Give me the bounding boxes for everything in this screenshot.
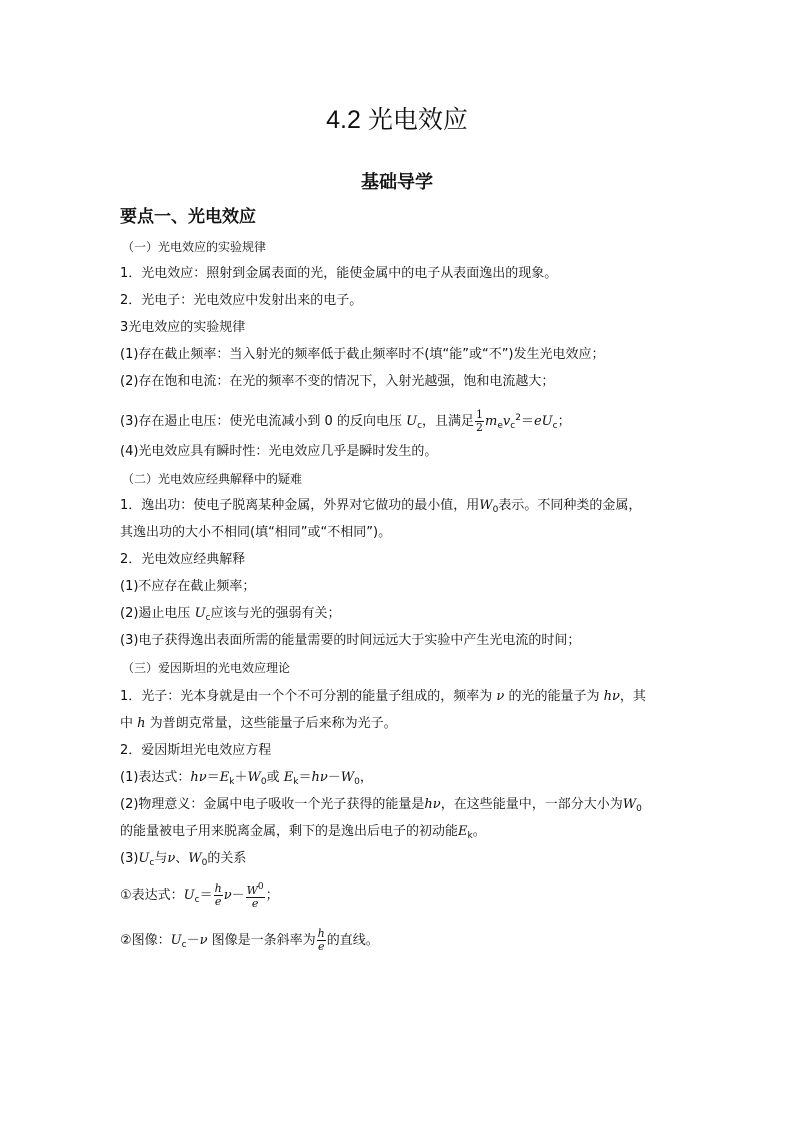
fraction-h-over-e: $\frac{h}{e}$ [214, 882, 222, 908]
part3-e1: (1)表达式：$h\nu=E_k+W_0$或 $E_k=h\nu-W_0$， [120, 770, 373, 787]
part1-rule1: (1)存在截止频率：当入射光的频率低于截止频率时不(填“能”或“不”)发生光电效应； [120, 347, 605, 362]
part1-heading: （一）光电效应的实验规律 [122, 240, 267, 254]
part2-c3: (3)电子获得逸出表面所需的能量需要的时间远远大于实验中产生光电流的时间； [120, 633, 581, 648]
part1-item3: 3光电效应的实验规律 [120, 320, 246, 335]
part2-item2: 2．光电效应经典解释 [120, 552, 246, 567]
part3-heading: （三）爱因斯坦的光电效应理论 [122, 661, 291, 675]
part1-item2: 2．光电子：光电效应中发射出来的电子。 [120, 293, 363, 308]
part3-item1: 1．光子：光本身就是由一个个不可分割的能量子组成的，频率为 ν 的光的能量子为 hν，其 [120, 689, 646, 704]
part1-rule4: (4)光电效应具有瞬时性：光电效应几乎是瞬时发生的。 [120, 444, 438, 459]
part3-f2: ②图像：$U_c-\nu$ 图像是一条斜率为 $\frac{h}{e}$ 的直线。 [120, 927, 379, 953]
part2-heading: （二）光电效应经典解释中的疑难 [122, 472, 303, 486]
part2-item1-cont: 其逸出功的大小不相同(填“相同”或“不相同”)。 [120, 525, 392, 540]
part3-item1-cont: 中 h 为普朗克常量，这些能量子后来称为光子。 [120, 716, 397, 731]
part3-e3: $(3)U_c$与ν、$W_0$的关系 [120, 851, 247, 868]
part1-item1: 1．光电效应：照射到金属表面的光，能使金属中的电子从表面逸出的现象。 [120, 266, 558, 281]
fraction-h-over-e-slope: $\frac{h}{e}$ [317, 927, 325, 953]
part1-rule3: (3)存在遏止电压：使光电流减小到 0 的反向电压 $U_c$，且满足 $\frac{1}{2}$ $m_ev_c^2=eU_c$； [120, 408, 571, 434]
part2-c1: (1)不应存在截止频率； [120, 579, 256, 594]
page-title: 4.2 光电效应 [326, 106, 468, 134]
part3-f1: ①表达式：$U_c=$ $\frac{h}{e}$ ν－ $\frac{W^0}{e}$ ； [120, 882, 279, 910]
part3-item2: 2．爱因斯坦光电效应方程 [120, 743, 272, 758]
part3-e2: (2)物理意义：金属中电子吸收一个光子获得的能量是hν，在这些能量中，一部分大小为$W_0$ [120, 797, 642, 814]
fraction-w0-over-e: $\frac{W^0}{e}$ [246, 882, 264, 910]
part2-item1: 1．逸出功：使电子脱离某种金属，外界对它做功的最小值，用$W_0$表示。不同种类的金属， [120, 498, 642, 515]
fraction-one-half: $\frac{1}{2}$ [476, 408, 484, 434]
page-subtitle: 基础导学 [361, 172, 433, 193]
part3-e2-cont: 的能量被电子用来脱离金属，剩下的是逸出后电子的初动能$E_k$。 [120, 824, 486, 841]
part1-rule2: (2)存在饱和电流：在光的频率不变的情况下，入射光越强，饱和电流越大； [120, 374, 555, 389]
part2-c2: (2)遏止电压 $U_c$应该与光的强弱有关； [120, 606, 341, 623]
section-heading: 要点一、光电效应 [120, 207, 256, 227]
